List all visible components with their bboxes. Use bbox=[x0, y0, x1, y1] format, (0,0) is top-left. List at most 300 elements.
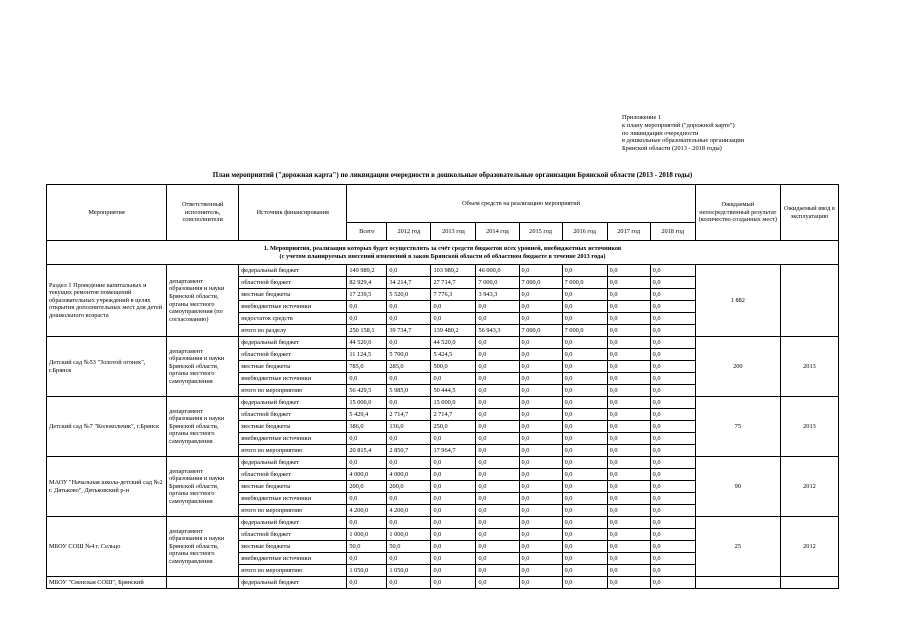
year-value-cell: 0,0 bbox=[562, 385, 607, 397]
header-result: Ожидаемый непосредственный результат (количество созданных мест) bbox=[695, 185, 780, 241]
year-value-cell: 15 000,0 bbox=[431, 397, 476, 409]
source-cell: местные бюджеты bbox=[239, 289, 347, 301]
year-value-cell: 0,0 bbox=[431, 457, 476, 469]
year-value-cell: 0,0 bbox=[387, 553, 431, 565]
result-cell: 1 882 bbox=[695, 265, 780, 337]
total-cell: 56 429,5 bbox=[347, 385, 387, 397]
year-value-cell: 0,0 bbox=[476, 373, 519, 385]
year-value-cell: 0,0 bbox=[607, 541, 650, 553]
year-value-cell: 136,0 bbox=[387, 421, 431, 433]
year-value-cell: 0,0 bbox=[519, 361, 562, 373]
total-cell: 250 158,1 bbox=[347, 325, 387, 337]
year-value-cell: 0,0 bbox=[607, 349, 650, 361]
year-value-cell: 0,0 bbox=[650, 505, 695, 517]
year-value-cell: 0,0 bbox=[476, 421, 519, 433]
year-value-cell: 0,0 bbox=[387, 313, 431, 325]
year-value-cell: 0,0 bbox=[562, 493, 607, 505]
year-value-cell: 0,0 bbox=[650, 433, 695, 445]
header-year: 2018 год bbox=[650, 223, 695, 241]
year-value-cell: 0,0 bbox=[562, 541, 607, 553]
year-value-cell: 0,0 bbox=[607, 445, 650, 457]
year-value-cell: 0,0 bbox=[562, 265, 607, 277]
table-row bbox=[47, 517, 839, 529]
year-value-cell: 103 989,2 bbox=[431, 265, 476, 277]
result-cell: 90 bbox=[695, 457, 780, 517]
event-cell: МБОУ СОШ №4 г. Сельцо bbox=[47, 517, 167, 577]
annex-line: Брянской области (2013 - 2018 годы) bbox=[622, 145, 722, 153]
year-value-cell: 0,0 bbox=[607, 301, 650, 313]
year-value-cell: 0,0 bbox=[607, 457, 650, 469]
year-value-cell: 0,0 bbox=[431, 433, 476, 445]
event-cell: Детский сад №7 "Колокольчик", г.Брянск bbox=[47, 397, 167, 457]
year-value-cell: 0,0 bbox=[519, 577, 562, 589]
year-value-cell: 0,0 bbox=[476, 541, 519, 553]
total-cell: 0,0 bbox=[347, 301, 387, 313]
executor-cell: департамент образования и науки Брянской области, органы местного самоуправления bbox=[167, 457, 239, 517]
year-value-cell: 0,0 bbox=[650, 325, 695, 337]
year-value-cell: 0,0 bbox=[650, 541, 695, 553]
year-value-cell: 0,0 bbox=[607, 553, 650, 565]
year-value-cell: 0,0 bbox=[650, 553, 695, 565]
total-cell: 15 000,0 bbox=[347, 397, 387, 409]
year-value-cell: 0,0 bbox=[607, 433, 650, 445]
year-value-cell: 0,0 bbox=[431, 553, 476, 565]
source-cell: внебюджетные источники bbox=[239, 493, 347, 505]
plan-table bbox=[46, 184, 839, 589]
year-value-cell: 0,0 bbox=[519, 505, 562, 517]
total-cell: 82 929,4 bbox=[347, 277, 387, 289]
header-source: Источник финансирования bbox=[239, 185, 347, 241]
total-cell: 0,0 bbox=[347, 517, 387, 529]
source-cell: местные бюджеты bbox=[239, 481, 347, 493]
source-cell: итого по мероприятию bbox=[239, 385, 347, 397]
year-value-cell: 0,0 bbox=[562, 373, 607, 385]
year-value-cell: 0,0 bbox=[519, 445, 562, 457]
executor-cell: департамент образования и науки Брянской области, органы местного самоуправления bbox=[167, 337, 239, 397]
year-value-cell: 2 714,7 bbox=[431, 409, 476, 421]
year-value-cell: 0,0 bbox=[476, 385, 519, 397]
year-value-cell: 0,0 bbox=[476, 445, 519, 457]
year-value-cell: 0,0 bbox=[607, 517, 650, 529]
total-cell: 0,0 bbox=[347, 457, 387, 469]
year-value-cell: 0,0 bbox=[607, 577, 650, 589]
year-value-cell: 0,0 bbox=[476, 529, 519, 541]
year-value-cell: 27 714,7 bbox=[431, 277, 476, 289]
section-line: (с учетом планируемых внесений изменений в закон Брянской области об областном бюджете в течение 2013 года) bbox=[279, 252, 606, 260]
year-value-cell: 139 480,2 bbox=[431, 325, 476, 337]
commission-year-cell: 2012 bbox=[780, 517, 838, 577]
year-value-cell: 0,0 bbox=[607, 469, 650, 481]
year-value-cell: 5 985,0 bbox=[387, 385, 431, 397]
year-value-cell: 0,0 bbox=[650, 313, 695, 325]
year-value-cell: 0,0 bbox=[562, 529, 607, 541]
plan-body bbox=[47, 241, 839, 589]
year-value-cell: 7 776,3 bbox=[431, 289, 476, 301]
source-cell: внебюджетные источники bbox=[239, 373, 347, 385]
source-cell: местные бюджеты bbox=[239, 421, 347, 433]
header-row bbox=[47, 185, 839, 223]
event-cell: МБОУ "Свенская СОШ", Брянский bbox=[47, 577, 167, 589]
event-cell: Детский сад №53 "Золотой огонек", г.Брянск bbox=[47, 337, 167, 397]
year-value-cell: 7 000,0 bbox=[519, 277, 562, 289]
executor-cell: департамент образования и науки Брянской области, органы местного самоуправления (по согласованию) bbox=[167, 265, 239, 337]
year-value-cell: 44 520,0 bbox=[431, 337, 476, 349]
total-cell: 785,0 bbox=[347, 361, 387, 373]
year-value-cell: 0,0 bbox=[431, 565, 476, 577]
header-year: 2016 год bbox=[562, 223, 607, 241]
year-value-cell: 0,0 bbox=[476, 337, 519, 349]
table-row bbox=[47, 577, 839, 589]
year-value-cell: 0,0 bbox=[431, 493, 476, 505]
year-value-cell: 0,0 bbox=[650, 373, 695, 385]
year-value-cell: 0,0 bbox=[431, 373, 476, 385]
year-value-cell: 0,0 bbox=[519, 397, 562, 409]
total-cell: 386,0 bbox=[347, 421, 387, 433]
year-value-cell: 0,0 bbox=[519, 541, 562, 553]
source-cell: итого по мероприятию bbox=[239, 505, 347, 517]
header-year: 2013 год bbox=[431, 223, 476, 241]
year-value-cell: 0,0 bbox=[607, 313, 650, 325]
year-value-cell: 4 000,0 bbox=[387, 469, 431, 481]
year-value-cell: 0,0 bbox=[650, 337, 695, 349]
year-value-cell: 200,0 bbox=[387, 481, 431, 493]
year-value-cell: 0,0 bbox=[519, 421, 562, 433]
year-value-cell: 0,0 bbox=[607, 565, 650, 577]
year-value-cell: 0,0 bbox=[387, 265, 431, 277]
year-value-cell: 0,0 bbox=[650, 349, 695, 361]
year-value-cell: 0,0 bbox=[476, 517, 519, 529]
total-cell: 0,0 bbox=[347, 493, 387, 505]
year-value-cell: 0,0 bbox=[650, 361, 695, 373]
year-value-cell: 0,0 bbox=[519, 469, 562, 481]
year-value-cell: 0,0 bbox=[650, 397, 695, 409]
source-cell: областной бюджет bbox=[239, 277, 347, 289]
year-value-cell: 0,0 bbox=[650, 289, 695, 301]
source-cell: итого по мероприятию bbox=[239, 445, 347, 457]
header-event: Мероприятия bbox=[47, 185, 167, 241]
year-value-cell: 0,0 bbox=[519, 289, 562, 301]
annex-line: по ликвидации очередности bbox=[622, 129, 699, 137]
year-value-cell: 0,0 bbox=[607, 277, 650, 289]
source-cell: областной бюджет bbox=[239, 409, 347, 421]
section-row bbox=[47, 241, 839, 265]
source-cell: внебюджетные источники bbox=[239, 301, 347, 313]
year-value-cell: 0,0 bbox=[650, 409, 695, 421]
event-cell: Раздел 1 Проведение капитальных и текущих ремонтов помещений образовательных учреждений в целях открытия дополнительных мест для детей дошкольного возраста bbox=[47, 265, 167, 337]
source-cell: внебюджетные источники bbox=[239, 553, 347, 565]
year-value-cell: 0,0 bbox=[519, 493, 562, 505]
year-value-cell: 0,0 bbox=[562, 433, 607, 445]
source-cell: областной бюджет bbox=[239, 349, 347, 361]
annex-line: к плану мероприятий ("дорожной карте") bbox=[622, 121, 735, 129]
year-value-cell: 0,0 bbox=[562, 553, 607, 565]
year-value-cell: 0,0 bbox=[519, 565, 562, 577]
year-value-cell: 0,0 bbox=[387, 337, 431, 349]
total-cell: 1 000,0 bbox=[347, 529, 387, 541]
total-cell: 4 000,0 bbox=[347, 469, 387, 481]
year-value-cell: 250,0 bbox=[431, 421, 476, 433]
total-cell: 44 520,0 bbox=[347, 337, 387, 349]
source-cell: местные бюджеты bbox=[239, 541, 347, 553]
source-cell: федеральный бюджет bbox=[239, 265, 347, 277]
year-value-cell: 0,0 bbox=[476, 505, 519, 517]
total-cell: 0,0 bbox=[347, 577, 387, 589]
year-value-cell: 39 734,7 bbox=[387, 325, 431, 337]
year-value-cell: 0,0 bbox=[607, 337, 650, 349]
source-cell: областной бюджет bbox=[239, 529, 347, 541]
year-value-cell: 0,0 bbox=[562, 337, 607, 349]
year-value-cell: 0,0 bbox=[650, 469, 695, 481]
year-value-cell: 0,0 bbox=[431, 481, 476, 493]
year-value-cell: 0,0 bbox=[607, 385, 650, 397]
commission-year-cell: 2013 bbox=[780, 337, 838, 397]
total-cell: 4 200,0 bbox=[347, 505, 387, 517]
year-value-cell: 0,0 bbox=[431, 301, 476, 313]
year-value-cell: 0,0 bbox=[387, 397, 431, 409]
year-value-cell: 0,0 bbox=[650, 445, 695, 457]
year-value-cell: 0,0 bbox=[562, 481, 607, 493]
year-value-cell: 0,0 bbox=[431, 541, 476, 553]
year-value-cell: 7 000,0 bbox=[562, 277, 607, 289]
header-executor: Ответственный исполнитель, соисполнители bbox=[167, 185, 239, 241]
year-value-cell: 0,0 bbox=[476, 481, 519, 493]
year-value-cell: 0,0 bbox=[476, 361, 519, 373]
total-cell: 200,0 bbox=[347, 481, 387, 493]
year-value-cell: 3 943,3 bbox=[476, 289, 519, 301]
year-value-cell: 0,0 bbox=[519, 529, 562, 541]
year-value-cell: 0,0 bbox=[387, 457, 431, 469]
year-value-cell: 0,0 bbox=[562, 445, 607, 457]
total-cell: 0,0 bbox=[347, 433, 387, 445]
year-value-cell: 0,0 bbox=[562, 457, 607, 469]
year-value-cell: 0,0 bbox=[650, 301, 695, 313]
total-cell: 11 124,5 bbox=[347, 349, 387, 361]
header-year-commission: Ожидаемый ввод в эксплуатацию bbox=[780, 185, 838, 241]
year-value-cell: 5 520,0 bbox=[387, 289, 431, 301]
section-line: 1. Мероприятия, реализация которых будет осуществлять за счёт средств бюджетов всех уровней, внебюджетных источников bbox=[263, 244, 622, 252]
total-cell: 20 815,4 bbox=[347, 445, 387, 457]
header-year: 2017 год bbox=[607, 223, 650, 241]
year-value-cell: 0,0 bbox=[562, 517, 607, 529]
year-value-cell: 0,0 bbox=[650, 385, 695, 397]
header-total: Всего bbox=[347, 223, 387, 241]
year-value-cell: 0,0 bbox=[562, 361, 607, 373]
year-value-cell: 0,0 bbox=[562, 313, 607, 325]
source-cell: федеральный бюджет bbox=[239, 397, 347, 409]
total-cell: 5 429,4 bbox=[347, 409, 387, 421]
year-value-cell: 5 424,5 bbox=[431, 349, 476, 361]
year-value-cell: 0,0 bbox=[387, 373, 431, 385]
year-value-cell: 0,0 bbox=[650, 277, 695, 289]
year-value-cell: 0,0 bbox=[519, 553, 562, 565]
year-value-cell: 0,0 bbox=[562, 421, 607, 433]
year-value-cell: 0,0 bbox=[519, 337, 562, 349]
source-cell: местные бюджеты bbox=[239, 361, 347, 373]
year-value-cell: 0,0 bbox=[476, 301, 519, 313]
annex-line: Приложение 1 bbox=[622, 114, 662, 121]
year-value-cell: 0,0 bbox=[431, 469, 476, 481]
year-value-cell: 0,0 bbox=[476, 553, 519, 565]
year-value-cell: 0,0 bbox=[607, 505, 650, 517]
year-value-cell: 0,0 bbox=[387, 517, 431, 529]
year-value-cell: 0,0 bbox=[562, 289, 607, 301]
year-value-cell: 56 943,3 bbox=[476, 325, 519, 337]
year-value-cell: 500,0 bbox=[431, 361, 476, 373]
total-cell: 1 050,0 bbox=[347, 565, 387, 577]
year-value-cell: 2 850,7 bbox=[387, 445, 431, 457]
year-value-cell: 7 000,0 bbox=[519, 325, 562, 337]
year-value-cell: 50 444,5 bbox=[431, 385, 476, 397]
commission-year-cell: 2013 bbox=[780, 397, 838, 457]
year-value-cell: 0,0 bbox=[519, 265, 562, 277]
year-value-cell: 0,0 bbox=[476, 409, 519, 421]
year-value-cell: 0,0 bbox=[476, 565, 519, 577]
year-value-cell: 0,0 bbox=[476, 397, 519, 409]
commission-year-cell bbox=[780, 577, 838, 589]
year-value-cell: 1 000,0 bbox=[387, 529, 431, 541]
year-value-cell: 0,0 bbox=[519, 313, 562, 325]
commission-year-cell: 2012 bbox=[780, 457, 838, 517]
year-value-cell: 0,0 bbox=[476, 313, 519, 325]
annex-line: в дошкольные образовательные организации bbox=[622, 137, 745, 145]
event-cell: МАОУ "Начальная школа-детский сад №2 г. Дятьково", Дятьковский р-н bbox=[47, 457, 167, 517]
header-year: 2015 год bbox=[519, 223, 562, 241]
year-value-cell: 0,0 bbox=[650, 493, 695, 505]
year-value-cell: 0,0 bbox=[519, 409, 562, 421]
year-value-cell: 0,0 bbox=[650, 517, 695, 529]
year-value-cell: 0,0 bbox=[387, 301, 431, 313]
year-value-cell: 7 000,0 bbox=[476, 277, 519, 289]
result-cell bbox=[695, 577, 780, 589]
year-value-cell: 0,0 bbox=[607, 397, 650, 409]
source-cell: федеральный бюджет bbox=[239, 457, 347, 469]
year-value-cell: 0,0 bbox=[476, 577, 519, 589]
total-cell: 149 989,2 bbox=[347, 265, 387, 277]
source-cell: недостаток средств bbox=[239, 313, 347, 325]
header-volume: Объем средств на реализацию мероприятий bbox=[347, 185, 695, 223]
year-value-cell: 0,0 bbox=[562, 565, 607, 577]
year-value-cell: 0,0 bbox=[387, 493, 431, 505]
result-cell: 75 bbox=[695, 397, 780, 457]
year-value-cell: 0,0 bbox=[476, 493, 519, 505]
executor-cell bbox=[167, 577, 239, 589]
year-value-cell: 0,0 bbox=[607, 529, 650, 541]
year-value-cell: 0,0 bbox=[607, 481, 650, 493]
total-cell: 50,0 bbox=[347, 541, 387, 553]
year-value-cell: 5 700,0 bbox=[387, 349, 431, 361]
year-value-cell: 0,0 bbox=[387, 577, 431, 589]
source-cell: итого по мероприятию bbox=[239, 565, 347, 577]
year-value-cell: 0,0 bbox=[431, 517, 476, 529]
year-value-cell: 17 964,7 bbox=[431, 445, 476, 457]
year-value-cell: 2 714,7 bbox=[387, 409, 431, 421]
source-cell: федеральный бюджет bbox=[239, 337, 347, 349]
year-value-cell: 0,0 bbox=[607, 289, 650, 301]
year-value-cell: 0,0 bbox=[650, 265, 695, 277]
year-value-cell: 0,0 bbox=[431, 529, 476, 541]
year-value-cell: 0,0 bbox=[607, 493, 650, 505]
commission-year-cell bbox=[780, 265, 838, 337]
year-value-cell: 0,0 bbox=[650, 565, 695, 577]
header-year: 2014 год bbox=[476, 223, 519, 241]
year-value-cell: 0,0 bbox=[607, 409, 650, 421]
year-value-cell: 0,0 bbox=[650, 457, 695, 469]
table-row bbox=[47, 265, 839, 277]
year-value-cell: 0,0 bbox=[519, 481, 562, 493]
source-cell: федеральный бюджет bbox=[239, 577, 347, 589]
source-cell: областной бюджет bbox=[239, 469, 347, 481]
year-value-cell: 285,0 bbox=[387, 361, 431, 373]
section-heading bbox=[47, 241, 839, 265]
year-value-cell: 0,0 bbox=[607, 373, 650, 385]
total-cell: 0,0 bbox=[347, 373, 387, 385]
year-value-cell: 50,0 bbox=[387, 541, 431, 553]
source-cell: внебюджетные источники bbox=[239, 433, 347, 445]
year-value-cell: 0,0 bbox=[519, 373, 562, 385]
year-value-cell: 0,0 bbox=[519, 301, 562, 313]
total-cell: 0,0 bbox=[347, 313, 387, 325]
result-cell: 25 bbox=[695, 517, 780, 577]
table-row bbox=[47, 337, 839, 349]
year-value-cell: 4 200,0 bbox=[387, 505, 431, 517]
annex-block bbox=[622, 114, 744, 153]
source-cell: федеральный бюджет bbox=[239, 517, 347, 529]
year-value-cell: 0,0 bbox=[607, 421, 650, 433]
header-year: 2012 год bbox=[387, 223, 431, 241]
year-value-cell: 1 050,0 bbox=[387, 565, 431, 577]
executor-cell: департамент образования и науки Брянской области, органы местного самоуправления bbox=[167, 397, 239, 457]
year-value-cell: 0,0 bbox=[519, 349, 562, 361]
year-value-cell: 0,0 bbox=[476, 457, 519, 469]
year-value-cell: 0,0 bbox=[562, 505, 607, 517]
table-row bbox=[47, 457, 839, 469]
result-cell: 200 bbox=[695, 337, 780, 397]
total-cell: 17 239,5 bbox=[347, 289, 387, 301]
year-value-cell: 0,0 bbox=[519, 517, 562, 529]
year-value-cell: 0,0 bbox=[650, 577, 695, 589]
year-value-cell: 0,0 bbox=[562, 409, 607, 421]
executor-cell: департамент образования и науки Брянской области, органы местного самоуправления bbox=[167, 517, 239, 577]
year-value-cell: 0,0 bbox=[431, 577, 476, 589]
year-value-cell: 0,0 bbox=[562, 397, 607, 409]
year-value-cell: 0,0 bbox=[476, 349, 519, 361]
year-value-cell: 0,0 bbox=[650, 421, 695, 433]
year-value-cell: 0,0 bbox=[607, 361, 650, 373]
year-value-cell: 0,0 bbox=[476, 433, 519, 445]
year-value-cell: 0,0 bbox=[607, 265, 650, 277]
table-row bbox=[47, 397, 839, 409]
year-value-cell: 0,0 bbox=[387, 433, 431, 445]
year-value-cell: 0,0 bbox=[519, 433, 562, 445]
year-value-cell: 0,0 bbox=[562, 349, 607, 361]
year-value-cell: 0,0 bbox=[562, 469, 607, 481]
document-title: План мероприятий ("дорожная карта") по ликвидации очередности в дошкольные образовательные организации Брянской области (2013 - 2018 годы) bbox=[212, 171, 693, 179]
year-value-cell: 0,0 bbox=[431, 505, 476, 517]
year-value-cell: 0,0 bbox=[431, 313, 476, 325]
year-value-cell: 34 214,7 bbox=[387, 277, 431, 289]
year-value-cell: 0,0 bbox=[519, 457, 562, 469]
year-value-cell: 0,0 bbox=[519, 385, 562, 397]
total-cell: 0,0 bbox=[347, 553, 387, 565]
year-value-cell: 0,0 bbox=[650, 529, 695, 541]
source-cell: итого по разделу bbox=[239, 325, 347, 337]
year-value-cell: 0,0 bbox=[562, 577, 607, 589]
year-value-cell: 46 000,0 bbox=[476, 265, 519, 277]
year-value-cell: 7 000,0 bbox=[562, 325, 607, 337]
year-value-cell: 0,0 bbox=[650, 481, 695, 493]
year-value-cell: 0,0 bbox=[562, 301, 607, 313]
year-value-cell: 0,0 bbox=[476, 469, 519, 481]
